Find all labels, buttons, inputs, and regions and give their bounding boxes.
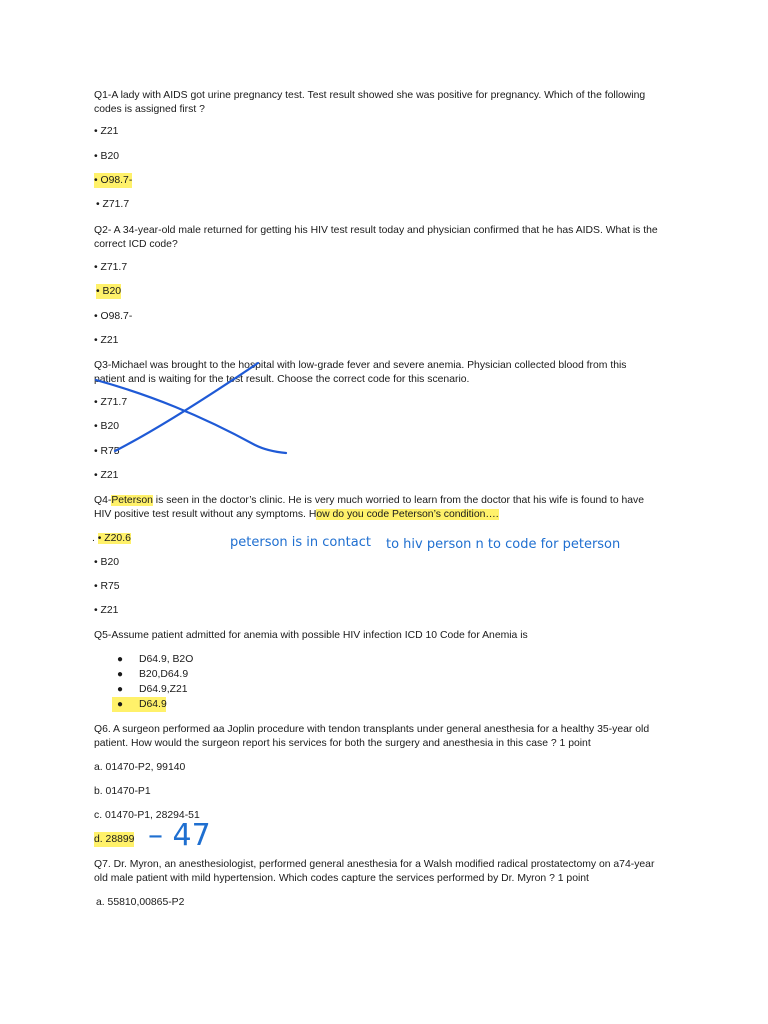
q2-text-line1: Q2- A 34-year-old male returned for getting his HIV test result today and physician confirmed that he has AIDS. What is the (94, 225, 658, 236)
q4-name-highlighted: Peterson (111, 495, 153, 506)
q4-question-highlighted: ow do you code Peterson’s condition…. (316, 509, 499, 520)
q4-option-a-highlighted: • Z20.6 (97, 533, 131, 544)
q4-handwritten-note-2: to hiv person n to code for peterson (386, 537, 621, 552)
q3-text-line2: patient and is waiting for the test result. Choose the correct code for this scenario. (94, 374, 470, 385)
q2-option-b-highlighted: • B20 (96, 286, 122, 297)
q5-option-b: B20,D64.9 (139, 669, 189, 680)
q6-handwritten-note: – 47 (148, 818, 211, 853)
q6-text-line1: Q6. A surgeon performed aa Joplin procedure with tendon transplants under general anesthesia for a healthy 35-year old (94, 724, 650, 735)
q4-text-rest: is seen in the doctor’s clinic. He is very much worried to learn from the doctor that his wife is found to have (152, 495, 645, 506)
q6-option-d-highlighted: d. 28899 (94, 834, 135, 845)
q4-option-d: • Z21 (94, 605, 119, 616)
q6-option-c: c. 01470-P1, 28294-51 (94, 810, 200, 821)
q1-option-b: • B20 (94, 151, 120, 162)
q1-text-line2: codes is assigned first ? (94, 104, 205, 115)
q5-option-d-highlighted: D64.9 (139, 699, 167, 710)
q5-bullet-icon: ● (117, 684, 124, 695)
q4-text-line2a: HIV positive test result without any symptoms. H (94, 509, 317, 520)
q1-option-c-highlighted: • O98.7- (94, 175, 133, 186)
q5-text-line1: Q5-Assume patient admitted for anemia with possible HIV infection ICD 10 Code for Anemia is (94, 630, 528, 641)
q3-option-a: • Z71.7 (94, 397, 128, 408)
q3-option-c: • R75 (94, 446, 120, 457)
q7-text-line1: Q7. Dr. Myron, an anesthesiologist, performed general anesthesia for a Walsh modified radical prostatectomy on a74-year (94, 859, 655, 870)
q1-option-a: • Z21 (94, 126, 119, 137)
q2-option-d: • Z21 (94, 335, 119, 346)
q4-option-c: • R75 (94, 581, 120, 592)
q3-option-b: • B20 (94, 421, 120, 432)
q4-handwritten-note-1: peterson is in contact (230, 535, 371, 550)
q2-option-a: • Z71.7 (94, 262, 128, 273)
q4-option-b: • B20 (94, 557, 120, 568)
q5-bullet-icon: ● (117, 669, 124, 680)
q6-option-b: b. 01470-P1 (94, 786, 151, 797)
q4-prefix: Q4- (94, 495, 112, 506)
q6-text-line2: patient. How would the surgeon report his services for both the surgery and anesthesia in this case ? 1 point (94, 738, 591, 749)
q3-text-line1: Q3-Michael was brought to the hospital with low-grade fever and severe anemia. Physician collected blood from this (94, 360, 627, 371)
q2-text-line2: correct ICD code? (94, 239, 178, 250)
q4-stray-dot: . (92, 533, 95, 544)
q2-option-c: • O98.7- (94, 311, 133, 322)
q1-option-d: • Z71.7 (96, 199, 130, 210)
q6-option-a: a. 01470-P2, 99140 (94, 762, 186, 773)
cross-stroke-2 (115, 363, 258, 451)
cross-stroke-1 (96, 380, 286, 453)
q5-option-c: D64.9,Z21 (139, 684, 188, 695)
q7-text-line2: old male patient with mild hypertension. Which codes capture the services performed by Dr. Myron ? 1 point (94, 873, 589, 884)
q7-option-a: a. 55810,00865-P2 (96, 897, 185, 908)
q5-bullet-icon: ● (117, 654, 124, 665)
q5-bullet-icon: ● (117, 699, 124, 710)
q1-text-line1: Q1-A lady with AIDS got urine pregnancy test. Test result showed she was positive for pregnancy. Which of the following (94, 90, 646, 101)
q5-option-a: D64.9, B2O (139, 654, 194, 665)
q3-option-d: • Z21 (94, 470, 119, 481)
